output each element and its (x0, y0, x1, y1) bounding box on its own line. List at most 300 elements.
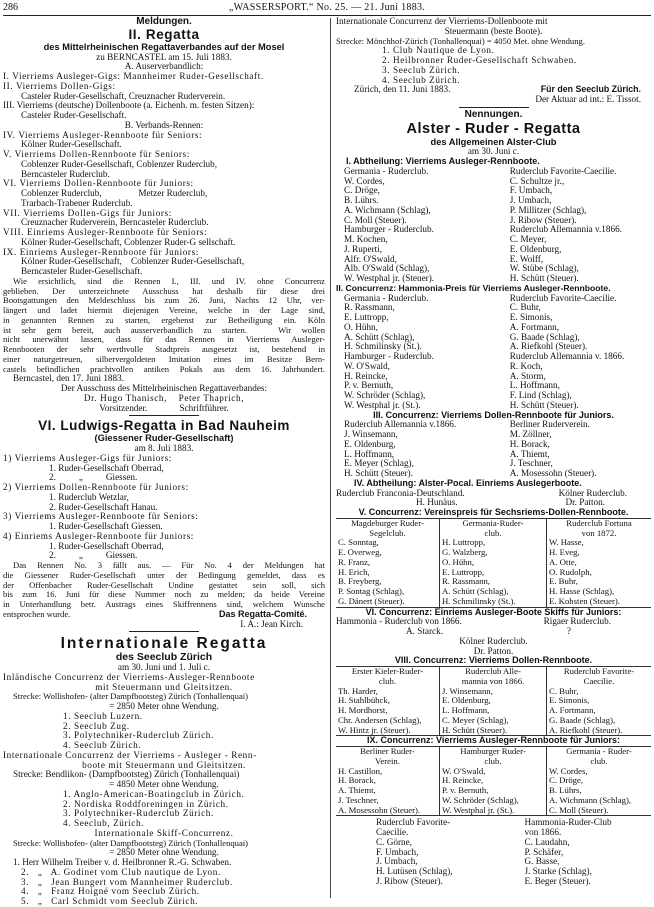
entry-row (336, 430, 651, 440)
rower-name: Dr. Patton. (565, 498, 605, 508)
entry-row (336, 196, 651, 206)
entry-cell: E. Beger (Steuer). (524, 876, 591, 886)
entry-row (336, 838, 651, 848)
rower-name: B. Freyberg, (338, 577, 382, 587)
entry-line: = 2850 Meter ohne Wendung. (109, 702, 219, 711)
entry-line: = 4850 Meter ohne Wendung. (109, 780, 219, 789)
rower-name: Dr. Patton. (473, 646, 514, 656)
rower-name: H. Castillon, (338, 766, 383, 776)
entry-row (336, 372, 651, 382)
entry-row (336, 352, 651, 362)
rower-name: A. Mosessohn (Steuer). (338, 805, 421, 815)
entry-cell: Hamburger - Ruderclub. (344, 352, 434, 361)
club-name: von 1872. (581, 528, 617, 538)
entry-line: Coblenzer Ruderclub, Metzer Ruderclub, (21, 189, 208, 198)
crew-column (440, 747, 547, 815)
entry-line: Berncasteler Ruder-Gesellschaft. (21, 267, 143, 276)
rower-name: H. Erich, (338, 567, 370, 577)
entry-row (336, 391, 651, 401)
entry-cell: F. Umbach, (509, 186, 553, 196)
rower-name: A. Starck. (406, 627, 443, 636)
entry-row (336, 225, 651, 235)
entry-line: 4. „ Franz Hoigné vom Seeclub Zürich. (21, 887, 200, 897)
club-name: Ruderclub Franconia-Deutschland. (336, 488, 465, 498)
rower-name: J. Teschner, (338, 795, 379, 805)
club-name: Caecilie. (583, 676, 615, 686)
entry-row (336, 206, 651, 216)
crew-column (336, 747, 440, 815)
club-name: Kölner Ruderclub. (558, 488, 627, 498)
entry-cell: Ruderclub Allemannia v.1866. (344, 420, 457, 430)
entry-cell: von 1866. (524, 828, 562, 837)
entry-cell: Ruderclub Favorite-Caecilie. (509, 293, 617, 303)
paragraph-line: nicht unerwähnt lassen, dass für das Rennen in Vierriems Ausleger- (3, 335, 325, 345)
regatta-vi-paragraph (3, 561, 325, 620)
entry-cell: Alb. O'Swald (Schlag), (344, 264, 430, 274)
entry-cell: C. Görne, (376, 837, 412, 847)
regatta-vi-subtitle: (Giessener Ruder-Gesellschaft) (94, 433, 234, 444)
abteilung-4-heading: IV. Abtheilung: Alster-Pocal. Einriems Auslegerboote. (354, 477, 582, 488)
entry-cell: A. Storm, (509, 371, 546, 381)
entry-cell: E. Oldenburg, (509, 244, 562, 254)
club-name: Hammonia - Ruderclub von 1866. (336, 617, 462, 627)
entry-row (336, 362, 651, 372)
rower-name: L. Hoffmann, (441, 706, 490, 715)
rower-name: A. Thiemt, (338, 786, 376, 795)
entry-cell: A. Fortmann, (509, 322, 560, 332)
club-name: club. (484, 756, 502, 766)
entry-cell: J. Starke (Schlag), (524, 867, 592, 876)
entry-row (336, 255, 651, 265)
entry-line: Kölner Ruder-Gesellschaft, Coblenzer Ruder-G sellschaft. (21, 237, 236, 247)
entry-line: Creuznacher Ruderverein, Berncasteler Ruderclub. (21, 218, 209, 228)
entry-row (336, 420, 651, 430)
column-divider (330, 18, 331, 898)
entry-line: 3. Polytechniker-Ruderclub Zürich. (63, 809, 214, 819)
rower-name: O. Hühn, (441, 557, 475, 567)
rower-name: H. Luttropp, (441, 538, 486, 548)
entry-line: 3. Polytechniker-Ruderclub Zürich. (63, 731, 214, 741)
regatta-ii-entries (3, 72, 325, 277)
paragraph-line: ist sehr gern bereit, auch ausserverbandlich zu starten. Wir wollen (3, 325, 325, 335)
concurrenz-3-heading: III. Concurrenz: Vierriems Dollen-Rennboote für Juniors. (373, 409, 614, 420)
entry-row (336, 450, 651, 460)
rower-name: W. Schröder (Schlag), (441, 795, 519, 805)
entry-line: 1) Vierriems Ausleger-Gigs für Juniors: (3, 453, 172, 463)
entry-cell: P. Millitzer (Schlag), (509, 205, 587, 215)
crew-column (336, 519, 440, 607)
entry-line: 3. Seeclub Zürich. (382, 65, 461, 75)
paragraph-line: der Offenbacher Ruder-Gesellschaft Undine gestattet sein soll, sich (3, 580, 325, 590)
entry-row (336, 167, 651, 177)
entry-line: boote mit Steuermann und Gleitsitzen. (82, 760, 246, 770)
entry-cell: G. Baade (Schlag), (509, 332, 580, 342)
crew-column (547, 667, 651, 735)
rower-name: P. v. Bernuth, (441, 786, 489, 795)
concurrenz-3-entries (336, 420, 651, 479)
rower-name: A. Otte, (549, 557, 577, 567)
alster-regatta-title: Alster - Ruder - Regatta (406, 120, 581, 137)
entry-line: 1. Anglo-American-Boatingclub in Zürich. (63, 789, 245, 799)
entry-cell: P. Schäfer, (524, 847, 564, 857)
entry-cell: E. Simonis, (509, 313, 553, 322)
entry-cell: Berliner Ruderverein. (509, 420, 590, 430)
entry-row (336, 313, 651, 323)
entry-line: III. Vierriems (deutsche) Dollenboote (a. Eichenh. m. festen Sitzen): (3, 101, 255, 111)
entry-cell: A. Wichmann (Schlag), (344, 205, 431, 215)
entry-cell: C. Meyer, (509, 235, 547, 244)
rower-name: C. Meyer (Schlag), (441, 715, 509, 725)
paragraph-line: längert und ladet hiermit diejenigen Vereine, welche in der Lage sind, (3, 306, 325, 315)
entry-cell: J. Ruperti, (344, 244, 383, 254)
entry-line: Internationale Concurrenz der Vierriems-Dollenboote mit (336, 17, 548, 26)
rower-name: G. Baade (Schlag), (549, 715, 616, 725)
rower-name: A. Riefkohl (Steuer). (549, 725, 623, 735)
crew-column (547, 519, 651, 607)
page-number: 286 (3, 2, 18, 13)
entry-line: 2. Ruder-Gesellschaft Hanau. (49, 502, 158, 512)
entry-row (336, 235, 651, 245)
entry-line: 4. Seeclub Zürich. (382, 75, 461, 85)
rower-name: E. Oldenburg, (441, 696, 491, 706)
concurrenz-8-heading: VIII. Concurrenz: Vierriems Dollen-Rennboote. (394, 655, 593, 666)
entry-line: 2. „ A. Godinet vom Club nautique de Lyon. (21, 867, 221, 877)
entry-line: Strecke: Wollishofen- (alter Dampfbootsteg) Zürich (Tonhallenquai) (13, 692, 249, 702)
rower-name: O. Rudolph, (549, 567, 592, 577)
entry-cell: W. Cordes, (344, 176, 385, 186)
entry-cell: O. Hühn, (344, 322, 378, 332)
rower-name: A. Schütt (Schlag), (441, 587, 509, 596)
page-header (0, 0, 654, 16)
internationale-regatta-entries (3, 673, 325, 907)
entry-line: VIII. Einriems Ausleger-Rennboote für Seniors: (3, 228, 208, 237)
entry-cell: H. Borack, (509, 439, 550, 449)
entry-cell: E. Wolff, (509, 254, 544, 264)
entry-line: 1. Ruderclub Wetzlar, (49, 492, 129, 502)
regatta-ii-title: II. Regatta (128, 26, 200, 42)
entry-line: Kölner Ruder-Gesellschaft. (21, 140, 122, 150)
entry-row (336, 216, 651, 226)
entry-cell: C. Buhr, (509, 303, 541, 313)
entry-cell: Alfr. O'Swald, (344, 254, 397, 264)
paragraph-line: in genannten Rennen zu starten, ergebenst zur Betheiligung ein. Köln (3, 315, 325, 325)
club-name: Kölner Ruderclub. (459, 636, 528, 646)
club-name: Rigaer Ruderclub. (543, 617, 611, 627)
rower-name: C. Dröge, (549, 776, 584, 786)
meldungen-heading: Meldungen. (136, 16, 192, 27)
entry-row (336, 381, 651, 391)
entry-line: I. Vierriems Ausleger-Gigs: Mannheimer Ruder-Gesellschaft. (3, 72, 264, 81)
zurich-aktuar: Der Aktuar ad int.: E. Tissot. (535, 95, 641, 104)
entry-cell: R. Rassmann, (344, 303, 395, 313)
entry-row (336, 333, 651, 343)
regatta-vi-title: VI. Ludwigs-Regatta in Bad Nauheim (38, 418, 290, 434)
rower-name: J. Winsemann, (441, 686, 493, 696)
entry-cell: G. Basse, (524, 857, 560, 867)
entry-cell: J. Ribow (Steuer). (376, 876, 443, 886)
rower-name: A. Wichmann (Schlag), (549, 795, 632, 805)
zurich-dateline: Zürich, den 11. Juni 1883. (354, 85, 451, 95)
entry-row (336, 186, 651, 196)
entry-line: mit Steuermann und Gleitsitzen. (95, 682, 233, 692)
regatta-ii-signatories: Dr. Hugo Thanisch, Peter Thaprich, (83, 393, 245, 403)
entry-cell: R. Koch, (509, 361, 543, 371)
entry-cell: H. Lutüsen (Schlag), (376, 867, 453, 876)
section-rule (129, 415, 199, 416)
entry-line: Strecke: Mönchhof-Zürich (Tonhallenquai) = 4050 Met. ohne Wendung. (336, 36, 585, 46)
rower-name: W. Westphal jr. (St.). (441, 805, 515, 815)
entry-cell: H. Schütt (Steuer). (509, 274, 579, 283)
club-name: Ruderclub Alle- (465, 667, 521, 676)
entry-line: 1. Herr Wilhelm Treiber v. d. Heilbronner R.-G. Schwaben. (13, 858, 232, 867)
entry-line: Coblenzer Ruder-Gesellschaft, Coblenzer Ruderclub, (21, 159, 218, 169)
club-name: Erster Kieler-Ruder- (351, 667, 424, 676)
rower-name: W. Hintz jr. (Steuer). (338, 725, 411, 735)
regatta-vi-date: am 8. Juli 1883. (134, 443, 194, 453)
paragraph-line: die Giessener Ruder-Gesellschaft unter der Bedingung gemeldet, dass es (3, 570, 325, 580)
club-name: club. (590, 756, 608, 766)
entry-cell: C. Laudahn, (524, 837, 570, 847)
entry-cell: Caecilie. (376, 828, 409, 837)
rower-name: C. Sonntag, (338, 538, 379, 548)
zurich-for: Für den Seeclub Zürich. (540, 85, 641, 95)
entry-line: 1. Ruder-Gesellschaft Oberrad, (49, 463, 164, 473)
entry-line: 5. „ Carl Schmidt vom Seeclub Zürich. (21, 897, 199, 906)
entry-row (336, 828, 651, 838)
nennungen-heading: Nennungen. (464, 108, 523, 120)
entry-cell: H. Schmilinsky (St.). (344, 342, 422, 352)
rower-name: R. Franz, (338, 557, 371, 567)
paragraph-line: Wie ersichtlich, sind die Rennen I., III. und IV. ohne Concurrenz (13, 276, 325, 286)
entry-cell: H. Schütt (Steuer). (509, 400, 579, 410)
header-rule (3, 15, 651, 16)
entry-cell: E. Meyer (Schlag), (344, 459, 414, 469)
rower-name: C. Buhr, (549, 686, 579, 696)
club-name: Berliner Ruder- (360, 747, 415, 756)
concurrenz-8-table (336, 666, 651, 736)
regatta-ii-paragraph (3, 277, 325, 375)
entry-cell: J. Umbach, (376, 857, 418, 867)
rower-name: R. Rassmann, (441, 577, 490, 587)
rower-name: P. Sontag (Schlag), (338, 587, 405, 596)
entry-line: 2. Heilbronner Ruder-Gesellschaft Schwaben. (382, 56, 577, 65)
rower-name: H. Eveg, (549, 548, 580, 557)
entry-line: Internationale Concurrenz der Vierriems - Ausleger - Renn- (3, 750, 257, 760)
entry-cell: C. Moll (Steuer). (344, 215, 407, 225)
section-rule (129, 631, 199, 632)
entry-line: 2) Vierriems Dollen-Rennboote für Juniors: (3, 483, 189, 492)
entry-line: Casteler Ruder-Gesellschaft. (21, 111, 127, 120)
entry-cell: Ruderclub Allemannia v. 1866. (509, 352, 625, 361)
club-name: Hamburger Ruder- (460, 747, 526, 756)
entry-line: 4. Seeclub, Zürich. (63, 819, 145, 828)
abteilung-1-entries (336, 167, 651, 284)
club-name: Segelclub. (369, 528, 406, 538)
entry-cell: M. Kochen, (344, 235, 388, 244)
club-name: Ruderclub Fortuna (566, 518, 632, 528)
entry-cell: F. Lind (Schlag), (509, 391, 572, 400)
club-name: club. (378, 676, 397, 686)
club-name: Verein. (375, 756, 400, 766)
entry-line: 2. Nordiska Roddforeningen in Zürich. (63, 799, 229, 809)
entry-cell: H. Reincke, (344, 371, 388, 381)
rower-name: W. O'Swald, (441, 766, 486, 776)
entry-line: Casteler Ruder-Gesellschaft, Creuznacher Ruderverein. (21, 91, 226, 101)
entry-line: 1. Seeclub Luzern. (63, 711, 143, 721)
entry-cell: Ruderclub Favorite-Caecilie. (509, 166, 617, 176)
club-name: Germania - Ruder- (566, 747, 632, 756)
entry-cell: W. Stübe (Schlag), (509, 264, 579, 274)
entry-cell: A. Schütt (Schlag), (344, 332, 415, 342)
entry-line: 2. „ Giessen. (49, 473, 138, 483)
entry-line: II. Vierriems Dollen-Gigs: (3, 81, 116, 91)
concurrenz-6-heading: VI. Concurrenz: Einriems Ausleger-Boote Skiffs für Juniors: (365, 606, 622, 617)
rower-name: H. Schmilinsky (St.). (441, 596, 516, 606)
internationale-regatta-subtitle: des Seeclub Zürich (115, 651, 213, 664)
paragraph-line: Bootsgattungen den Meldeschluss bis zum 26. Juni, Nachts 12 Uhr, ver- (3, 296, 325, 306)
entry-line: Strecke: Wollishofen- (alter Dampfbootsteg) Zürich (Tonhallenquai) (13, 838, 249, 848)
rower-name: Th. Harder, (338, 686, 378, 696)
entry-cell: L. Hoffmann, (509, 381, 560, 391)
entry-cell: W. Schröder (Schlag), (344, 391, 426, 400)
rower-name: H. Hasse (Schlag), (549, 587, 615, 596)
entry-cell: W. Westphal jr. (Steuer). (344, 274, 435, 283)
entry-row (336, 177, 651, 187)
entry-cell: J. Ribow (Steuer). (509, 215, 577, 225)
paragraph-line: bis zum 16. Juni für diese Nummer noch zu melden; da beide Vereine (3, 590, 325, 600)
entry-line: 1. Ruder-Gesellschaft Giessen. (49, 522, 163, 531)
rower-name: E. Simonis, (549, 696, 590, 706)
internationale-regatta-date: am 30. Juni und 1. Juli c. (117, 662, 211, 672)
club-name: Germania-Ruder- (462, 518, 524, 528)
rower-name: W. Hasse, (549, 538, 584, 548)
entry-row (336, 294, 651, 304)
entry-cell: H. Schütt (Steuer). (344, 469, 413, 478)
crew-column (440, 519, 547, 607)
entry-cell: J. Winsemann, (344, 430, 398, 439)
paragraph-line: geblieben. Der unterzeichnete Ausschuss hat deshalb für diese drei (3, 286, 325, 296)
regatta-ii-section-a: A. Auserverbandlich: (124, 61, 204, 72)
entry-line: Internationale Skiff-Concurrenz. (94, 828, 234, 838)
rower-name: H. Reincke, (441, 776, 484, 786)
rower-name: B. Lührs, (549, 786, 582, 795)
entry-row (336, 342, 651, 352)
concurrenz-2-entries (336, 294, 651, 411)
regatta-ii-roles: Vorsitzender. Schriftführer. (99, 403, 229, 413)
rower-name: E. Kohsten (Steuer). (549, 596, 620, 606)
rower-name: W. Cordes, (549, 766, 588, 776)
alster-regatta-subtitle: des Allgemeinen Alster-Club (430, 136, 557, 147)
entry-line: 2. „ Giessen. (49, 551, 138, 561)
rower-name: G. Walzberg, (441, 548, 488, 557)
entry-row (336, 867, 651, 877)
entry-row (336, 857, 651, 867)
running-title: „WASSERSPORT.“ No. 25. — 21. Juni 1883. (228, 2, 426, 13)
crew-column (440, 667, 547, 735)
entry-line: Kölner Ruder-Gesellschaft, Coblenzer Ruder-Gesellschaft, (21, 257, 245, 267)
entry-cell: P. v. Bernuth, (344, 381, 394, 391)
entry-line: 3. „ Jean Bungert vom Mannheimer Ruderclub. (21, 877, 233, 887)
entry-line: VI. Vierriems Dollen-Rennboote für Juniors: (3, 179, 194, 189)
entry-line: Inländische Concurrenz der Vierriems-Ausleger-Rennboote (3, 672, 255, 682)
concurrenz-5-table (336, 518, 651, 608)
concurrenz-9-heading: IX. Concurrenz: Vierriems Ausleger-Rennboote für Juniors: (366, 735, 621, 746)
entry-cell: J. Umbach, (509, 196, 552, 205)
entry-line: B. Verbands-Rennen: (124, 120, 204, 130)
club-name: club. (484, 528, 502, 538)
entry-cell: W. Westphal jr. (St.). (344, 400, 421, 410)
entry-cell: Ruderclub Favorite- (376, 818, 451, 828)
entry-row (336, 303, 651, 313)
club-name: mannia von 1866. (461, 676, 525, 686)
rower-name: H. Hunäus. (416, 498, 458, 508)
rower-name: H. Schütt (Steuer). (441, 725, 508, 735)
entry-row (336, 848, 651, 858)
entry-row (336, 440, 651, 450)
rower-name: Chr. Andersen (Schlag), (338, 715, 422, 725)
entry-line: Steuermann (beste Boote). (444, 26, 543, 36)
entry-cell: E. Luttropp, (344, 313, 389, 322)
entry-line: Trarbach-Trabener Ruderclub. (21, 198, 133, 208)
entry-cell: Hamburger - Ruderclub. (344, 225, 434, 235)
regatta-vi-entries (3, 454, 325, 561)
rower-name: H. Mordhorst, (338, 706, 388, 715)
regatta-ii-subtitle: des Mittelrheinischen Regattaverbandes auf der Mosel (43, 41, 285, 52)
entry-line: Strecke: Bendlikon- (Dampfbootsteg) Zürich (Tonhallenquai) (13, 770, 240, 780)
entry-line: 1. Club Nautique de Lyon. (382, 46, 495, 56)
entry-line: = 2850 Meter ohne Wendung. (109, 848, 219, 858)
left-column (3, 17, 325, 907)
abteilung-1-heading: I. Abtheilung: Vierriems Ausleger-Rennboote. (346, 156, 540, 166)
entry-line: Berncasteler Ruderclub. (21, 169, 110, 179)
rower-name: A. Fortmann, (549, 706, 596, 715)
entry-cell: Hammonia-Ruder-Club (524, 818, 612, 828)
paragraph-line: castels befindlichen prachtvollen antiken Pokals aus dem 16. Jahrhundert. (3, 364, 325, 374)
regatta-vi-comite: Das Regatta-Comité. (218, 609, 307, 619)
entry-line: 4. Seeclub Zürich. (63, 741, 142, 750)
entry-cell: Ruderclub Allemannia v.1866. (509, 225, 622, 235)
concurrenz-9-table (336, 746, 651, 816)
paragraph-line: entsprochen wurde. (3, 609, 71, 619)
entry-cell: A. Mosessohn (Steuer). (509, 469, 597, 478)
club-name: Ruderclub Favorite- (563, 667, 635, 676)
alster-regatta-date: am 30. Juni c. (467, 146, 520, 157)
rower-name: H. Stahlbühck, (338, 696, 390, 706)
entry-cell: W. O'Swald, (344, 361, 390, 371)
crew-column (547, 747, 651, 815)
concurrenz-5-heading: V. Concurrenz: Vereinspreis für Sechsriems-Dollen-Rennboote. (358, 507, 629, 517)
entry-line: IV. Vierriems Ausleger-Rennboote für Seniors: (3, 130, 203, 140)
club-name: Magdeburger Ruder- (351, 518, 424, 528)
entry-cell: A. Thiemt, (509, 449, 550, 459)
entry-row (336, 818, 651, 828)
internationale-regatta-title: Internationale Regatta (60, 635, 268, 653)
paragraph-line: Das Rennen No. 3 fällt aus. — Für No. 4 der Meldungen hat (13, 561, 325, 570)
regatta-ii-dateline: Berncastel, den 17. Juni 1883. (13, 374, 124, 384)
entry-row (336, 323, 651, 333)
paragraph-line: einer naturgetreuen, silbervergoldeten Imitation eines im Besitze Bern- (3, 354, 325, 364)
entry-row (336, 877, 651, 887)
entry-cell: Germania - Ruderclub. (344, 293, 429, 303)
rower-name: G. Dänert (Steuer). (338, 596, 405, 606)
entry-line: VII. Vierriems Dollen-Gigs für Juniors: (3, 208, 172, 218)
entry-line: 3) Vierriems Ausleger-Rennboote für Seniors: (3, 512, 199, 522)
crew-column (336, 667, 440, 735)
entry-row (336, 459, 651, 469)
right-column (336, 17, 651, 887)
rower-name: E. Overweg, (338, 548, 382, 557)
entry-row (336, 245, 651, 255)
